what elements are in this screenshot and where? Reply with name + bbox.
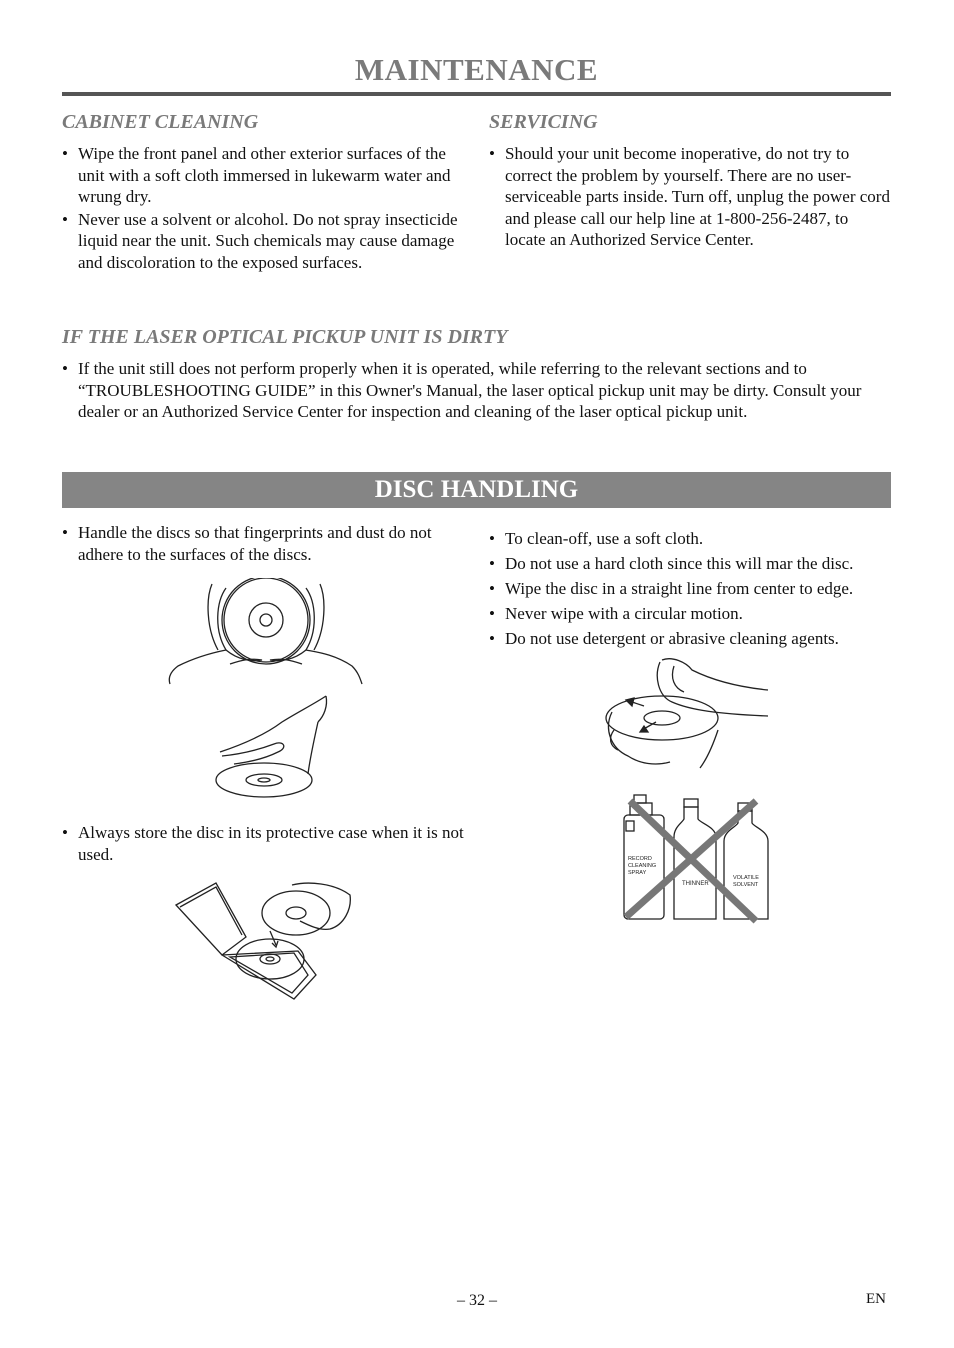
list-item: • To clean-off, use a soft cloth. xyxy=(489,527,893,551)
bottle-label-thinner: THINNER xyxy=(682,881,709,887)
list-item: • If the unit still does not perform properly when it is operated, while referring to the relevant sections and to “TROUBLESHOOTING GUIDE” in this Owner's Manual, the laser optical pickup unit may be dirty. Consult your dealer or an Authorized Service Center for inspection and cleaning of the laser optical pickup unit. xyxy=(62,358,892,423)
disc-handling-list-bottom xyxy=(62,822,464,866)
list-item: • Never use a solvent or alcohol. Do not spray insecticide liquid near the unit. Such chemicals may cause damage and discoloration to the exposed surfaces. xyxy=(62,209,464,274)
servicing-list xyxy=(489,143,893,252)
wiping-disc-illustration xyxy=(600,656,772,770)
list-item: • Do not use a hard cloth since this will mar the disc. xyxy=(489,552,893,576)
disc-handling-list-top xyxy=(62,522,462,566)
page-number: – 32 – xyxy=(457,1292,497,1309)
hand-on-disc-illustration xyxy=(214,694,332,802)
cabinet-cleaning-list xyxy=(62,143,464,274)
laser-pickup-list xyxy=(62,358,892,424)
bottle-label-spray-1: RECORD xyxy=(628,856,652,862)
list-item: • Should your unit become inoperative, do not try to correct the problem by yourself. There are no user-serviceable parts inside. Turn off, unplug the power cord and please call our help line at 1-800-256-2487, to locate an Authorized Service Center. xyxy=(489,143,893,251)
cabinet-cleaning-heading: CABINET CLEANING xyxy=(62,111,259,133)
list-item: • Wipe the disc in a straight line from center to edge. xyxy=(489,577,893,601)
list-item: • Do not use detergent or abrasive cleaning agents. xyxy=(489,627,893,651)
disc-cleaning-list xyxy=(489,527,893,652)
title-rule xyxy=(62,92,891,96)
laser-pickup-heading: IF THE LASER OPTICAL PICKUP UNIT IS DIRTY xyxy=(62,326,508,348)
page-title: MAINTENANCE xyxy=(354,52,599,87)
list-item: • Wipe the front panel and other exterior surfaces of the unit with a soft cloth immersed in lukewarm water and wrung dry. xyxy=(62,143,464,208)
disc-handling-banner: DISC HANDLING xyxy=(62,472,891,508)
list-item: • Handle the discs so that fingerprints and dust do not adhere to the surfaces of the discs. xyxy=(62,522,462,565)
bottle-label-spray-2: CLEANING xyxy=(628,863,657,869)
list-item: • Never wipe with a circular motion. xyxy=(489,602,893,626)
hands-holding-disc-illustration xyxy=(168,578,364,686)
bottle-label-solvent-1: VOLATILE xyxy=(733,875,759,881)
disc-storage-case-illustration xyxy=(174,881,354,1001)
bottle-label-solvent-2: SOLVENT xyxy=(733,882,759,888)
servicing-heading: SERVICING xyxy=(489,111,598,133)
bottle-label-spray-3: SPRAY xyxy=(628,870,647,876)
no-chemicals-illustration xyxy=(618,793,772,925)
language-code: EN xyxy=(866,1291,886,1307)
list-item: • Always store the disc in its protective case when it is not used. xyxy=(62,822,464,865)
